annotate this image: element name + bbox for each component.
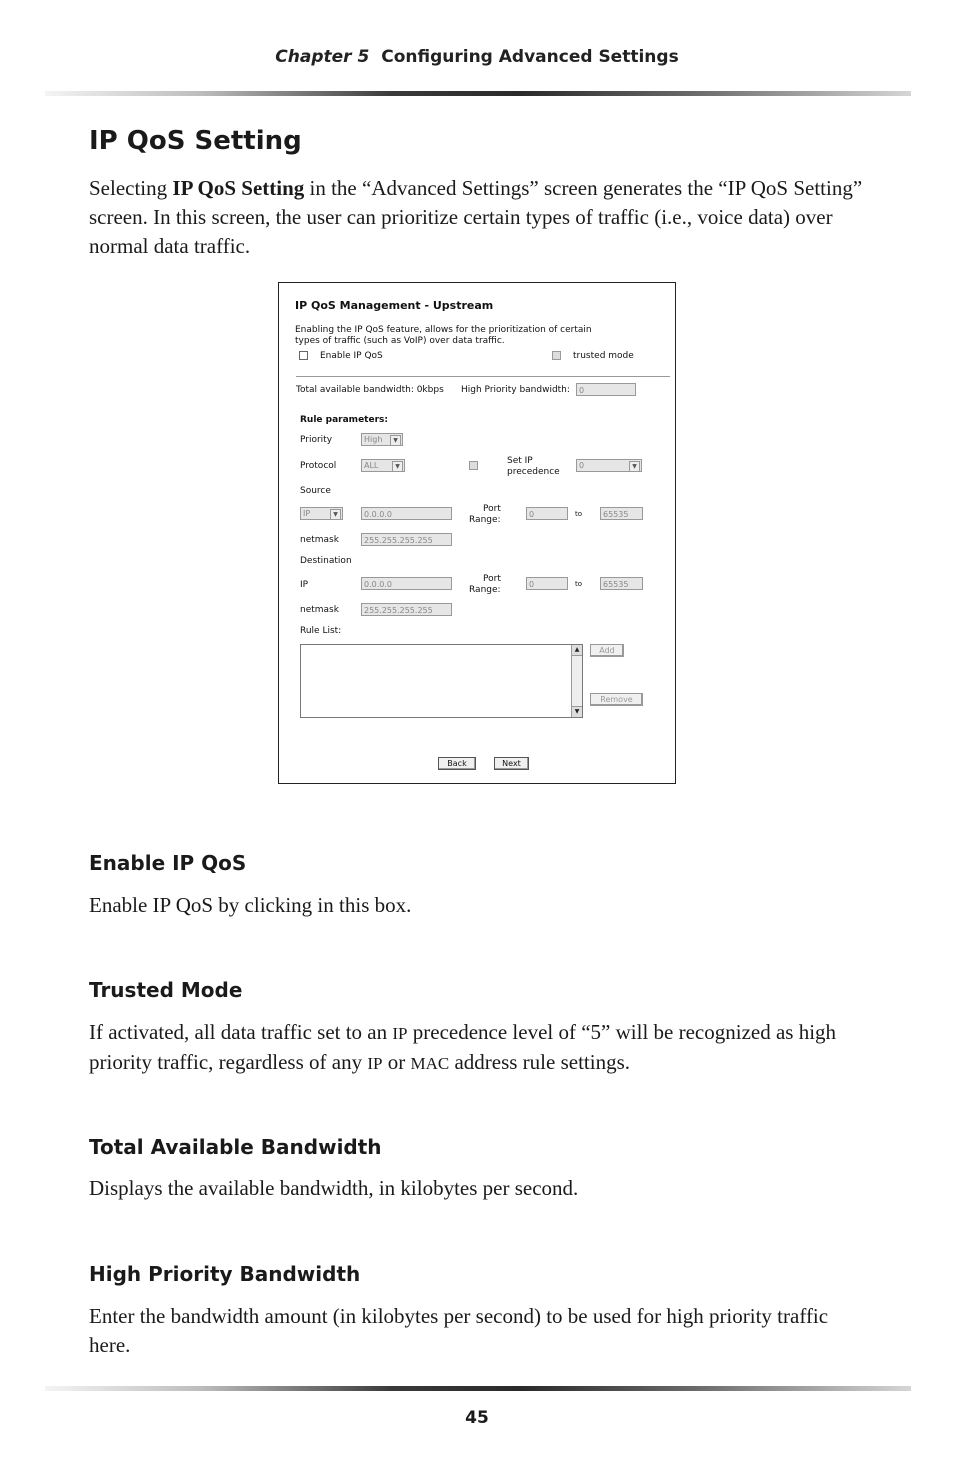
chevron-down-icon: ▼ bbox=[330, 509, 341, 520]
enable-qos-checkbox[interactable] bbox=[299, 351, 308, 360]
page-number: 45 bbox=[465, 1408, 489, 1428]
dst-port-from-input[interactable]: 0 bbox=[526, 577, 568, 590]
total-bandwidth-text: Displays the available bandwidth, in kilobytes per second. bbox=[89, 1176, 579, 1200]
dst-netmask-label: netmask bbox=[300, 605, 339, 615]
chapter-number: Chapter 5 bbox=[275, 47, 370, 67]
chevron-down-icon: ▼ bbox=[629, 461, 640, 472]
add-button[interactable]: Add bbox=[590, 644, 624, 657]
enable-qos-heading: Enable IP QoS bbox=[89, 851, 247, 875]
back-button[interactable]: Back bbox=[438, 757, 476, 770]
trusted-mode-heading: Trusted Mode bbox=[89, 978, 243, 1002]
ip-abbrev: IP bbox=[392, 1024, 408, 1043]
trusted-mode-label: trusted mode bbox=[573, 351, 634, 361]
trusted-mode-text bbox=[89, 1018, 869, 1078]
trusted-mode-checkbox[interactable] bbox=[552, 351, 561, 360]
src-netmask-label: netmask bbox=[300, 535, 339, 545]
intro-text-1: Selecting bbox=[89, 176, 173, 200]
protocol-value: ALL bbox=[364, 461, 379, 470]
set-ip-label-1: Set IP bbox=[507, 456, 533, 466]
source-ip-input[interactable]: 0.0.0.0 bbox=[361, 507, 452, 520]
mac-abbrev: MAC bbox=[410, 1054, 450, 1073]
source-label: Source bbox=[300, 486, 331, 496]
priority-value: High bbox=[364, 435, 383, 444]
intro-text-2: in the “Advanced Settings” screen generates the “IP QoS Setting” screen. In this screen, the user can prioritize certain types of traffic (i.e., voice data) over normal data traffic. bbox=[89, 176, 863, 258]
scroll-down-icon[interactable]: ▼ bbox=[572, 706, 582, 717]
protocol-select[interactable] bbox=[361, 459, 405, 472]
rule-list-label: Rule List: bbox=[300, 626, 342, 636]
high-priority-bandwidth-label: High Priority bandwidth: bbox=[461, 385, 570, 395]
trusted-text-4: address rule settings. bbox=[449, 1050, 630, 1074]
dst-port-to-input[interactable]: 65535 bbox=[600, 577, 643, 590]
src-port-to-input[interactable]: 65535 bbox=[600, 507, 643, 520]
src-to-label: to bbox=[575, 510, 583, 518]
chevron-down-icon: ▼ bbox=[390, 435, 401, 446]
total-bandwidth-heading: Total Available Bandwidth bbox=[89, 1135, 382, 1159]
qos-desc-2: types of traffic (such as VoIP) over data traffic. bbox=[295, 336, 505, 346]
next-button[interactable]: Next bbox=[494, 757, 529, 770]
divider bbox=[296, 376, 670, 377]
priority-select[interactable] bbox=[361, 433, 403, 446]
high-priority-heading: High Priority Bandwidth bbox=[89, 1262, 361, 1286]
dst-to-label: to bbox=[575, 580, 583, 588]
trusted-text-1: If activated, all data traffic set to an bbox=[89, 1020, 393, 1044]
page-title: IP QoS Setting bbox=[89, 126, 302, 156]
ip-abbrev: IP bbox=[367, 1054, 383, 1073]
rule-parameters-label: Rule parameters: bbox=[300, 415, 388, 425]
dst-netmask-input[interactable]: 255.255.255.255 bbox=[361, 603, 452, 616]
destination-label: Destination bbox=[300, 556, 352, 566]
qos-desc-1: Enabling the IP QoS feature, allows for the prioritization of certain bbox=[295, 325, 592, 335]
priority-label: Priority bbox=[300, 435, 333, 445]
trusted-text-3: or bbox=[382, 1050, 411, 1074]
header-rule bbox=[45, 91, 911, 96]
dest-ip-label: IP bbox=[300, 580, 309, 590]
high-priority-bandwidth-input[interactable]: 0 bbox=[576, 383, 636, 396]
high-priority-text: Enter the bandwidth amount (in kilobytes per second) to be used for high priority traffic here. bbox=[89, 1304, 829, 1357]
precedence-select[interactable] bbox=[576, 459, 642, 472]
dst-port-label-2: Range: bbox=[469, 585, 501, 595]
intro-paragraph bbox=[89, 174, 869, 261]
source-type-select[interactable] bbox=[300, 507, 343, 520]
enable-qos-text: Enable IP QoS by clicking in this box. bbox=[89, 893, 412, 917]
set-ip-precedence-checkbox[interactable] bbox=[469, 461, 478, 470]
rule-list[interactable] bbox=[300, 644, 583, 718]
protocol-label: Protocol bbox=[300, 461, 337, 471]
chevron-down-icon: ▼ bbox=[392, 461, 403, 472]
intro-bold: IP QoS Setting bbox=[172, 176, 305, 200]
src-port-label-1: Port bbox=[483, 504, 501, 514]
src-port-from-input[interactable]: 0 bbox=[526, 507, 568, 520]
qos-screenshot bbox=[278, 282, 676, 784]
footer-rule bbox=[45, 1386, 911, 1391]
src-netmask-input[interactable]: 255.255.255.255 bbox=[361, 533, 452, 546]
running-header bbox=[0, 47, 954, 67]
src-port-label-2: Range: bbox=[469, 515, 501, 525]
chapter-title: Configuring Advanced Settings bbox=[381, 47, 679, 67]
remove-button[interactable]: Remove bbox=[590, 693, 643, 706]
precedence-value: 0 bbox=[579, 461, 585, 470]
total-bandwidth-label: Total available bandwidth: 0kbps bbox=[296, 385, 444, 395]
trusted-text-2: precedence level of “5” will be recognized as high priority traffic, regardless of any bbox=[89, 1020, 837, 1074]
dest-ip-input[interactable]: 0.0.0.0 bbox=[361, 577, 452, 590]
qos-title: IP QoS Management - Upstream bbox=[295, 299, 494, 312]
rule-list-scrollbar[interactable] bbox=[571, 645, 582, 717]
enable-qos-label: Enable IP QoS bbox=[320, 351, 383, 361]
dst-port-label-1: Port bbox=[483, 574, 501, 584]
set-ip-label-2: precedence bbox=[507, 467, 560, 477]
scroll-up-icon[interactable]: ▲ bbox=[572, 645, 582, 656]
source-type-value: IP bbox=[303, 509, 311, 518]
